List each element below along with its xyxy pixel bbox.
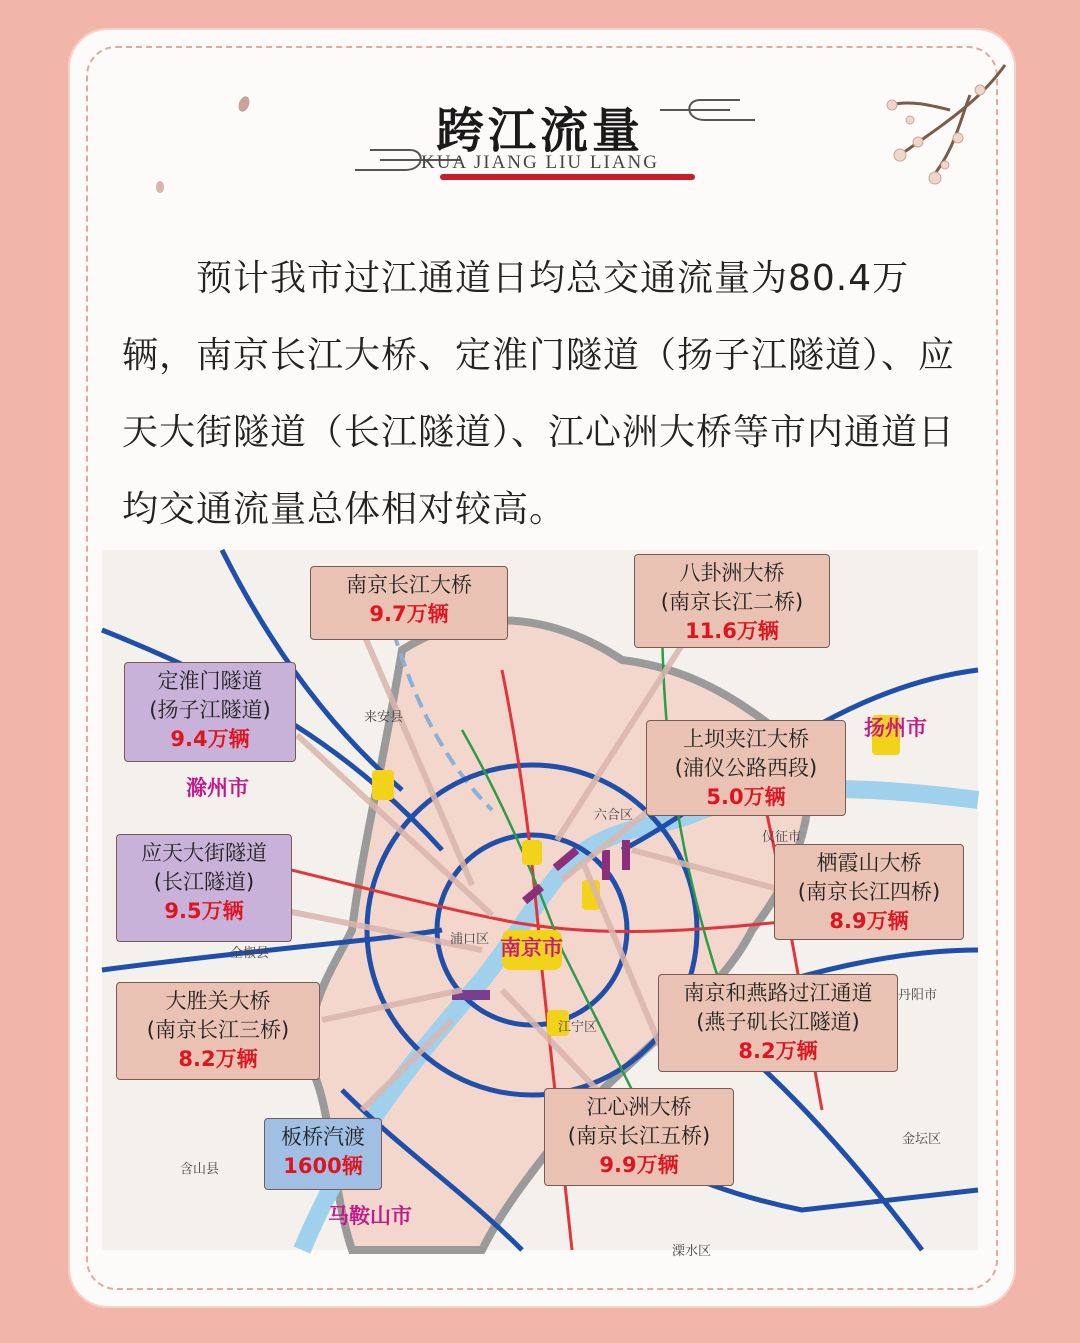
place-jintan: 金坛区	[902, 1132, 942, 1147]
place-jiangning: 江宁区	[558, 1020, 598, 1035]
crossing-label-dinghuaimen-tunnel: 定淮门隧道 (扬子江隧道) 9.4万辆	[124, 662, 296, 762]
place-pukou: 浦口区	[450, 932, 490, 947]
crossing-label-qixiashan-bridge: 栖霞山大桥 (南京长江四桥) 8.9万辆	[774, 844, 964, 940]
place-liuhe: 六合区	[594, 808, 634, 823]
crossing-label-nanjing-yangtze-bridge: 南京长江大桥 9.7万辆	[310, 566, 508, 640]
crossing-label-yingtian-tunnel: 应天大街隧道 (长江隧道) 9.5万辆	[116, 834, 292, 942]
place-danyang: 丹阳市	[898, 988, 938, 1003]
crossing-label-banqiao-ferry: 板桥汽渡 1600辆	[264, 1118, 382, 1190]
place-lishui: 溧水区	[672, 1244, 712, 1259]
crossing-label-shangba-bridge: 上坝夹江大桥 (浦仪公路西段) 5.0万辆	[646, 720, 846, 816]
place-quanjiao: 全椒县	[230, 946, 270, 961]
crossing-label-jiangxinzhou-bridge: 江心洲大桥 (南京长江五桥) 9.9万辆	[544, 1088, 734, 1186]
place-yizheng: 仪征市	[762, 830, 802, 845]
place-hanshan: 含山县	[180, 1162, 220, 1177]
crossing-label-heyan-road-tunnel: 南京和燕路过江通道 (燕子矶长江隧道) 8.2万辆	[658, 974, 898, 1072]
page-title-pinyin: KUA JIANG LIU LIANG	[420, 152, 659, 173]
city-yangzhou: 扬州市	[864, 715, 927, 740]
traffic-map	[102, 550, 978, 1259]
crossing-label-baguazhou-bridge: 八卦洲大桥 (南京长江二桥) 11.6万辆	[634, 554, 830, 648]
city-chuzhou: 滁州市	[186, 775, 249, 800]
page-title: 跨江流量	[435, 103, 644, 159]
intro-paragraph: 预计我市过江通道日均总交通流量为80.4万辆，南京长江大桥、定淮门隧道（扬子江隧道）、应天大街隧道（长江隧道）、江心洲大桥等市内通道日均交通流量总体相对较高。	[122, 258, 956, 530]
crossing-label-dashengguan-bridge: 大胜关大桥 (南京长江三桥) 8.2万辆	[116, 982, 320, 1080]
title-underline	[440, 174, 695, 180]
city-nanjing: 南京市	[500, 935, 563, 960]
city-maanshan: 马鞍山市	[328, 1203, 412, 1228]
place-laian: 来安县	[364, 710, 404, 725]
